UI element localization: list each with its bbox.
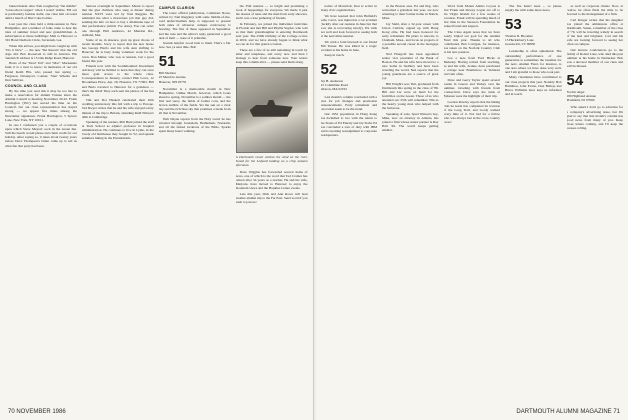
address-line: 25 Meadow Avenue — [158, 75, 186, 80]
paragraph: Last month's column concluded with a plea for job changes and promotion announcements. Early retirement and relocation seem to be the trend. — [320, 94, 377, 111]
paragraph: Friends now with the Southmouthed Investment Advisory will be thrilled to learn that they can once more gain access to the whole class. Correspondence in January, contact Hub Lowe, 12 Brookmere Place, Apt. 29, Houston, TX 77063. Bill and Berlo traveled to Hanover for a grandson — that's the third! They each sent me photos of the fun event. — [81, 64, 154, 97]
paragraph: Speaking of the readers, Phil Hunt joined the staff at Tuck School as adjunct professor in hospital administration. He continues to live in Lyme, in the lovely old farmhouse they bought in '52, and spends summers hiking in the Presidentials. — [81, 120, 154, 141]
page-folio-left: 70 NOVEMBER 1986 — [8, 409, 66, 415]
paragraph: In one I confessed you a couple of occasions upon which Steve Meyers' sock in the Green Inn. Still the bunch would phone and claim credit for our holiday. After saying so, it takes about twenty years before Dave Thompson's father came up to tell us what fun that party had been. — [5, 123, 77, 148]
address-line: 180 Highland Avenue — [566, 94, 597, 99]
paragraph: Serious overnight in September. Meant to report that the glee clubbers who sang at dinner during reunion XXVI were led by Tom Ruggles. He reminded me what a marvelous job that guy did, sending me info on how to buy a 40-minute tape of that performance (which I've done). You can order one through Hall Andrews, 42 Mendon Rd., Ashland, MA. — [81, 4, 154, 37]
paragraph: We wish a fond farewell to our friend Bill Turner. He was killed in a tragic accident at his home in June. — [320, 39, 377, 52]
paragraph: Tim and Dot Haskell celebrated their 45th wedding anniversary this fall with a trip to Europe. Ted Dwyer writes that he and his wife enjoyed every minute of the trip to Britain, attending Ruth Wilson's 40th at Cambridge. — [81, 98, 154, 119]
ship-silhouette — [250, 100, 293, 117]
paragraph: November is a memorable month in New Hampshire. Unlike March, however, which looks ahead to spring, November is a somber month — the first real snow, the fields of fodder corn, and the brown stubble of the fields. Yet the sun on a clear day and the rich blue sky that promises a break from all that is November. — [158, 86, 231, 116]
left-col-2 — [82, 4, 154, 404]
class-secretary-address — [159, 71, 231, 83]
paragraph: Dave Wiggins has forwarded several items of news, one of which is the word that Ted Cramer has retired after 34 years as a teacher. He and his wife, Marjorie, have moved to Hanover to enjoy the mountain views and the Hopkins Center events. — [235, 170, 308, 191]
address-line: Plainfield, NJ 07060 — [566, 98, 595, 103]
paragraph: Walt Dayne reports from the Holy Land: he has traveled through Jerusalem, Bethlehem, Nazareth, and all the famed locations of the Bible. Sparks spent many hours walking. — [158, 116, 231, 133]
page-folio-right: DARTMOUTH ALUMNI MAGAZINE 71 — [516, 409, 620, 415]
paragraph: When this arrives, you might have caught up with "Do it Now" — the new 'Ski Resorts' that the old dogs did. Bob Roosevelt is still in Arizona. His 'sandwich' address is 15 Oak Ridge Road, Hanover. — [5, 43, 77, 60]
left-col-1 — [5, 4, 77, 404]
paragraph: In February, we joined the midwinter festivities in Florida and met Bill and Phyllis Snyder, who told us that their granddaughter is entering Dartmouth next year. The 250th birthday of the College occurs in 2019, and we have already begun to think what we can do for that grand occasion. — [235, 21, 308, 47]
paragraph: There are a few of us still remaining in touch by letter and telephone, and every now and then I manage to hear from someone new. Your letters keep this column alive — please send them along. — [235, 47, 308, 64]
paragraph: native of Montclair, Don is active in many civic organizations. — [320, 4, 377, 13]
paragraph: in the Boston area. Ed and Peg, who welcomed a grandson last year, are now returning to their former home in Natick, Mass. — [382, 4, 439, 21]
right-col-5 — [567, 4, 624, 404]
class-secretary-address — [567, 90, 624, 102]
paragraph: Many classmates have contributed to our class projects this year. Notably Bob Hamilton, John Evans, Chet Bishop and Bruce Williams have kept us informed and in touch. — [505, 75, 562, 96]
paragraph: Leadership is often ephemeral. The outstanding performance of one generation is sometimes the baseline for the next. Alumni Fund, for instance, is one area where we have done very well, and I am grateful to those who took part. — [505, 49, 562, 74]
address-line: Thomas D. Bloomer — [505, 34, 533, 39]
paragraph: Word from Mount Alamo Coyote is that Frank and Dewey Logan are off to the Virgin Islands for a few weeks of vacation. Frank will be spending much of that time in the Sarasota Foundation he helped found and support. — [443, 4, 500, 29]
address-line: Weston, MA 02193 — [320, 87, 347, 92]
right-page — [316, 0, 628, 420]
paragraph: Ned Finegold has been appointed senior vice president of the Bank of Boston. He and his wife have moved to a new home in Sudbury and have been traveling the world. Ned reports that the young grandsons are a source of great joy. — [382, 51, 439, 81]
address-line: 15 Huckleberry Lane — [505, 38, 534, 43]
paragraph: the 35th reunion — so bright and promising a book of happenings for everyone. We made it past the dozens of tents and the mud from early showers, and it was a true gathering of friends. — [235, 4, 308, 21]
paragraph: Late this year, Dick and Ann Rowe will lead another alumni trip to the Far East. Send word if you wish to join us! — [235, 191, 308, 205]
left-page-columns — [5, 4, 308, 404]
paragraph: The latest official publication, Commons Notes, written by Tom Rugglesy with some middle-of-the-road underclassmen help, is supposed to present both sides of whatever campus controversy is brewing. The first of these appeared in September and the tone and the editor's reply generated a good deal of mail — none of it printable. — [158, 11, 231, 40]
paragraph: Bill Wright's son, Tim, graduated from Dartmouth this spring in the class of '86. Bill and Liz were on hand for the festivities on the Green. Those of us who attended our 25th will remember Tim as the hearty young man who helped with the barbecue. — [382, 81, 439, 111]
right-col-3 — [444, 4, 501, 404]
right-col-1 — [321, 4, 378, 404]
address-line: Fredric Alger — [566, 90, 585, 95]
paragraph: Hosts of the "Don't Tell" and "Mac" Mackenzie fund, it is a treat to know: in memories of our old friend Keith Hix, who passed last spring — Ferguson, Davenport, Conner, 'Stan' Whelan and Don Sullivan. — [5, 61, 77, 82]
paragraph: Gordon Rawley reports that the hiking club he leads has completed its traverse of the Long Trail, and Gordy walked every mile of it. Not bad for a fellow who was always last in the cross country races! — [443, 99, 500, 125]
section-heading: CAMPUS CLARION — [158, 6, 195, 10]
paragraph: Last year the class held a mini-reunion in New Hampshire, and a number of folks came to hear the tales of summer travel and new grandchildren. A subscription to these babblings: Mail to Hanover or 301 Hotel Dadlock Circle, Savannah, GA. — [5, 21, 77, 43]
paragraph: We have learned that John Hatfield's wife, Carol, was injured in a car accident (luckily after our reunion in June but that now she is recovering nicely). We wish her well and look forward to seeing both at the next mini-reunion. — [320, 13, 377, 39]
address-line: Bill Sheldon — [158, 71, 176, 76]
paragraph: Speaking of sons, Spud Watson's boy, Mike, now an attorney in Atlanta, has joined a firm whose senior partner is Ray Hall '49. The world keeps getting smaller. — [382, 111, 439, 133]
class-year-number: 53 — [505, 16, 522, 34]
address-line: Hanover, NH 03755 — [158, 79, 187, 84]
class-year-number: 52 — [320, 61, 338, 79]
paragraph: Sounds helpful. Good luck to them. That's a fair note. See ya next time. Bob — [158, 41, 231, 50]
paragraph: The Class Agent notes that we have nearly tripled our goal for the Alumni Fund this year. Thanks to all who contributed. Bob Corrigan, for instance, has taken on the Norfolk Country Club as his new passion. — [443, 29, 500, 55]
paragraph: burned hands. Also Tom coughed up "the middle" "total-school targets" when I wasn't visible. Fill out is particularly fashion stalls; one class hail cavorted amid a bunch of Diet Coke bottles. — [5, 4, 77, 21]
paragraph: Got a note from Fred Hicks at Berkeley. Having retired from teaching, he and his wife, Joanne, have purchased a cottage near Brattleboro in Vermont and visit often. — [443, 55, 500, 77]
left-col-3 — [159, 4, 231, 404]
paragraph: Dave and Gerry Taylor spent several weeks in Greece and Turkey over the summer, traveling with friends from Connecticut. Dave says the ruins at Ephesus were the highlight of their trip. — [443, 77, 500, 99]
paragraph: Who asked I don't go to advertise for a company's advertising issue, but I'm glad to say that this month's column has good news from many of you. Keep those letters coming, and I'll keep the presses rolling. — [566, 105, 623, 130]
photo-caption: A Dartmouth vessel catches the wind on the river, bound for the Ledyard landing on a crisp autumn afternoon. — [235, 155, 308, 168]
paragraph: By the time you read this it may be too late to make a reservation for alumni Trustee since the Alumni Council is meeting November 20-22. Frank Harrington ('Pix') has served his time on the Council, but our class representation has stayed strong — we appear five times among the Newsletter signatures. Frank Harrington, 5 Spruce Lane, New York, NY 10011. — [5, 88, 77, 122]
paragraph: The fire hasn't been ... so please supply me with some more news. — [505, 4, 562, 13]
paragraph: Our sincere condolences go to the family of Robert Lane, who died this past summer at his home in Nantucket. Bob was a devoted member of our class and will be missed. — [566, 47, 623, 69]
class-secretary-address — [321, 79, 378, 91]
address-line: Greenwich, CT 06830 — [505, 42, 536, 47]
class-year-number: 54 — [566, 72, 584, 90]
right-page-columns — [321, 4, 624, 404]
left-col-4 — [236, 4, 308, 404]
paragraph: Our 1952 population in Hong Kong has dwindled to two with the return to the States of Ed Finerty and Jay Stahl. Ed has concluded a tour of duty with IBM and is awaiting reassignment to corporate headquarters. — [320, 112, 377, 137]
right-col-4 — [505, 4, 562, 404]
address-line: Jay H. Anderson — [320, 79, 344, 84]
paragraph: Some of us, in absence, gave up great chores of recent months. Sorry to report that the new house has George Harris and his wife Ann shifting to Hanover; he is busy doing volunteer work for the town. Don Maher, who was at reunion, lost a good friend this year. — [81, 38, 154, 63]
paragraph: Keep in touch. — [324, 53, 345, 58]
class-secretary-address — [505, 34, 562, 46]
news-photo — [236, 67, 308, 153]
paragraph: Carl Kruger writes that his daughter has joined the admissions office at Dartmouth. Susan, a member of the class of '79, will be traveling widely in search of the best and brightest. Carl and his wife are looking forward to seeing her often on campus. — [566, 17, 623, 47]
class-year-number: 51 — [158, 53, 176, 71]
section-heading: COUNCIL AND CLASS — [5, 83, 47, 88]
paragraph: as well as corporate clients. Now, at twelve, he often finds the time to be devoted to the management of a firm. — [566, 4, 623, 17]
address-line: 22 Columbine Road — [320, 83, 348, 88]
paragraph: Jay Stahl, after a 32-year career with Union Carbide, signed up with Hong Kong elite. He had been honored for early retirement. He plans to relocate to Chatham, Mass., and focus on projects of a possible second career in the mortgage field. — [382, 21, 439, 51]
right-col-2 — [382, 4, 439, 404]
